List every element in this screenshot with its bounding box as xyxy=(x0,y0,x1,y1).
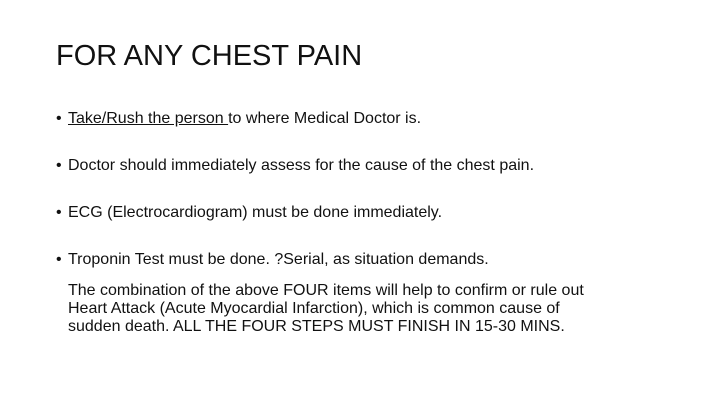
bullet-text: Doctor should immediately assess for the cause of the chest pain. xyxy=(68,157,535,174)
bullet-item xyxy=(56,202,676,223)
summary-paragraph xyxy=(68,282,668,336)
bullet-text: ECG (Electrocardiogram) must be done immediately. xyxy=(68,204,443,221)
bullet-text xyxy=(68,108,676,129)
bullet-item xyxy=(56,108,676,129)
bullet-item xyxy=(56,249,676,270)
underlined-text: Take/Rush the person xyxy=(68,110,229,127)
bullet-item xyxy=(56,155,676,176)
bullet-text-rest: to where Medical Doctor is. xyxy=(228,110,422,127)
summary-line: sudden death. ALL THE FOUR STEPS MUST FINISH IN 15-30 MINS. xyxy=(68,318,565,335)
bullet-text: Troponin Test must be done. ?Serial, as situation demands. xyxy=(68,251,489,268)
bullet-marker: • xyxy=(56,110,62,127)
bullet-marker: • xyxy=(56,251,62,268)
slide-title: FOR ANY CHEST PAIN xyxy=(56,40,363,72)
summary-line: Heart Attack (Acute Myocardial Infarction), which is common cause of xyxy=(68,300,560,317)
summary-line: The combination of the above FOUR items will help to confirm or rule out xyxy=(68,282,584,299)
bullet-list xyxy=(56,108,676,270)
bullet-marker: • xyxy=(56,157,62,174)
bullet-marker: • xyxy=(56,204,62,221)
